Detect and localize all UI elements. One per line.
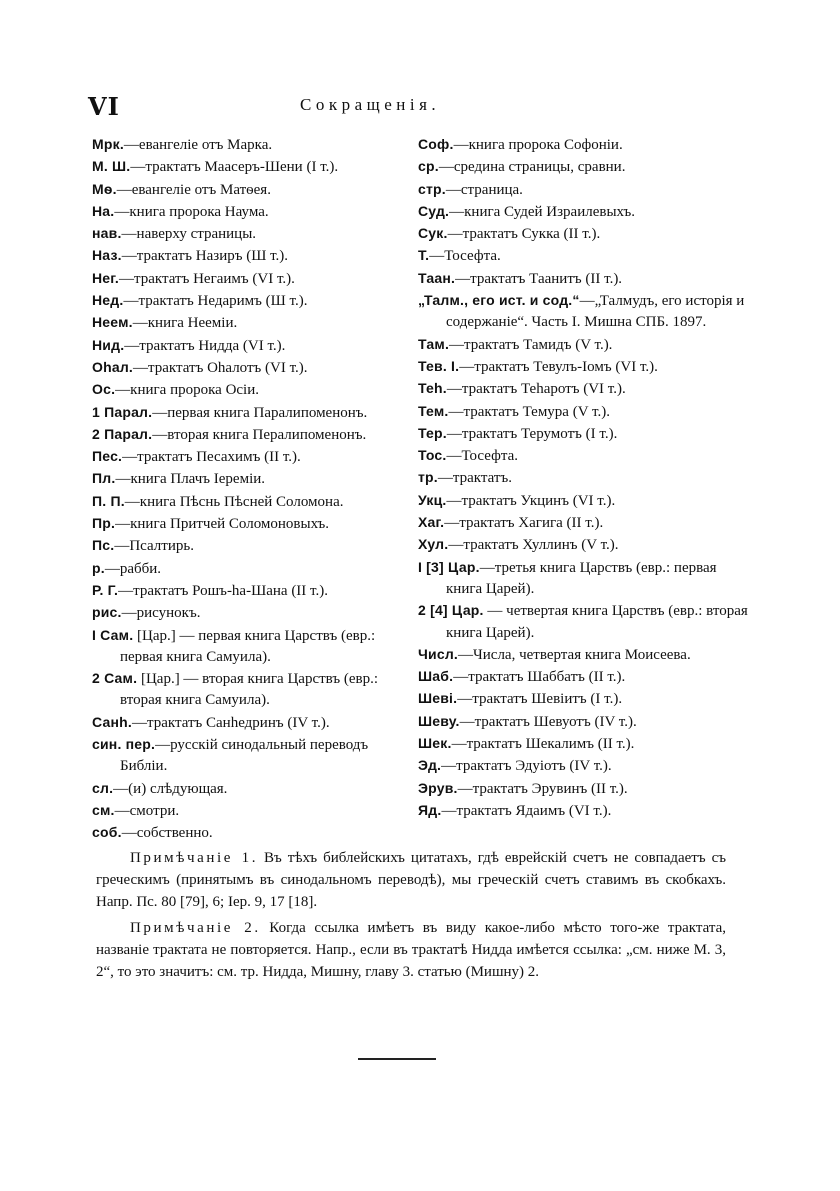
abbreviation-term: Хаг. xyxy=(418,514,445,531)
abbreviation-term: Тем. xyxy=(418,402,449,419)
abbreviation-entry xyxy=(418,179,748,201)
abbreviation-definition: —трактатъ Шевіитъ (I т.). xyxy=(457,691,623,708)
abbreviation-entry xyxy=(92,268,417,290)
abbreviation-entry xyxy=(418,201,748,223)
abbreviation-term: Там. xyxy=(418,335,450,352)
abbreviation-entry xyxy=(418,512,748,534)
abbreviation-definition: —Псалтирь. xyxy=(114,538,194,555)
abbreviation-term: Мрк. xyxy=(92,136,124,152)
abbreviation-term: Пл. xyxy=(92,470,116,487)
abbreviation-entry xyxy=(92,179,417,201)
abbreviation-entry xyxy=(418,356,748,378)
abbreviation-entry xyxy=(92,734,417,778)
abbreviation-term: Нед. xyxy=(92,292,124,309)
note-label: Примѣчаніе 1. xyxy=(130,850,259,866)
abbreviation-definition: —трактатъ Терумотъ (I т.). xyxy=(446,425,618,442)
abbreviation-entry xyxy=(418,401,748,423)
abbreviation-definition: —трактатъ Рошъ-һа-Шана (II т.). xyxy=(118,582,328,599)
note-text: Когда ссылка имѣетъ въ виду какое-либо мѣсто того-же трактата, названіе трактата не повторяется. Напр., если въ трактатѣ Нидда имѣется ссылка: „см. ниже М. 3, 2“, то это значитъ: см. тр. Нидда, Мишну, главу 3. статью (Мишну) 2. xyxy=(96,920,726,980)
page-number: VI xyxy=(88,92,120,121)
abbreviation-entry xyxy=(92,379,417,401)
abbreviation-term: стр. xyxy=(418,180,446,197)
abbreviation-term: Суд. xyxy=(418,202,450,219)
abbreviation-definition: —трактатъ Эдуіотъ (IV т.). xyxy=(441,758,612,775)
abbreviation-entry xyxy=(92,290,417,312)
abbreviation-definition: —трактатъ Эрувинъ (II т.). xyxy=(457,780,628,797)
abbreviation-definition: —трактатъ Темура (V т.). xyxy=(448,403,610,420)
abbreviation-term: Шеву. xyxy=(418,712,460,729)
abbreviation-term: Числ. xyxy=(418,645,459,662)
abbreviation-definition: —средина страницы, сравни. xyxy=(438,159,626,176)
abbreviation-entry xyxy=(418,688,748,710)
abbreviation-definition: —(и) слѣдующая. xyxy=(113,780,228,797)
abbreviation-definition: — четвертая книга Царствъ (евр.: вторая книга Царей). xyxy=(446,603,748,641)
end-rule xyxy=(358,1058,436,1060)
abbreviation-term: соб. xyxy=(92,824,122,841)
abbreviation-definition: —трактатъ Теһаротъ (VI т.). xyxy=(446,381,626,398)
abbreviation-entry xyxy=(418,423,748,445)
note-text: Въ тѣхъ библейскихъ цитатахъ, гдѣ еврейскій счетъ не совпадаетъ съ греческимъ (принятымъ въ синодальномъ переводѣ), мы греческій счетъ ставимъ въ скобкахъ. Напр. Пс. 80 [79], 6; Іер. 9, 17 [18]. xyxy=(96,850,726,910)
abbreviation-definition: —трактатъ Назиръ (Ш т.). xyxy=(121,248,289,265)
abbreviation-entry xyxy=(92,468,417,490)
abbreviation-term: I [3] Цар. xyxy=(418,558,480,575)
abbreviation-entry xyxy=(92,245,417,267)
abbreviation-term: Нид. xyxy=(92,336,125,353)
abbreviation-term: Мѳ. xyxy=(92,180,117,197)
abbreviation-entry xyxy=(418,800,748,822)
abbreviation-entry xyxy=(92,156,417,178)
abbreviation-term: Эд. xyxy=(418,757,442,774)
abbreviation-entry xyxy=(92,602,417,624)
abbreviation-definition: —трактатъ Укцинъ (VI т.). xyxy=(446,492,616,509)
abbreviation-entry xyxy=(418,378,748,400)
abbreviation-term: Наз. xyxy=(92,247,122,264)
abbreviation-term: 2 Сам. xyxy=(92,670,138,687)
abbreviation-definition: —наверху страницы. xyxy=(121,226,257,243)
abbreviation-term: Теһ. xyxy=(418,380,447,397)
abbreviation-term: Шек. xyxy=(418,735,452,752)
abbreviation-entry xyxy=(418,666,748,688)
abbreviation-definition: —трактатъ Негаимъ (VI т.). xyxy=(119,270,295,287)
abbreviation-definition: —Числа, четвертая книга Моисеева. xyxy=(458,646,691,663)
abbreviation-definition: —книга Плачъ Іереміи. xyxy=(115,471,266,488)
abbreviation-definition: —книга Судей Израилевыхъ. xyxy=(449,203,635,220)
abbreviation-definition: —трактатъ Тамидъ (V т.). xyxy=(449,336,613,353)
abbreviation-entry xyxy=(92,312,417,334)
abbreviation-definition: —трактатъ Ядаимъ (VI т.). xyxy=(441,802,612,819)
abbreviation-definition: —трактатъ Оһалотъ (VI т.). xyxy=(133,359,308,376)
abbreviation-entry xyxy=(418,755,748,777)
abbreviation-term: Таан. xyxy=(418,269,456,286)
abbreviation-term: Неем. xyxy=(92,314,133,331)
abbreviation-term: На. xyxy=(92,202,115,219)
abbreviation-entry xyxy=(92,580,417,602)
abbreviation-term: Нег. xyxy=(92,269,120,286)
abbreviation-entry xyxy=(92,712,417,734)
abbreviation-entry xyxy=(92,778,417,800)
abbreviation-term: сл. xyxy=(92,779,114,796)
abbreviation-term: Пр. xyxy=(92,515,116,532)
abbreviation-entry xyxy=(418,334,748,356)
abbreviation-entry xyxy=(92,625,417,669)
abbreviation-entry xyxy=(418,711,748,733)
abbreviation-definition: —книга Пѣснь Пѣсней Соломона. xyxy=(124,493,344,510)
abbreviation-entry xyxy=(418,600,748,644)
abbreviation-definition: —трактатъ Хагига (II т.). xyxy=(444,515,604,532)
abbreviation-entry xyxy=(418,245,748,267)
abbreviation-entry xyxy=(418,534,748,556)
abbreviation-term: „Талм., его ист. и сод.“ xyxy=(418,292,580,309)
abbreviation-entry xyxy=(418,490,748,512)
abbreviation-entry xyxy=(92,668,417,712)
abbreviation-term: П. П. xyxy=(92,492,125,509)
abbreviation-definition: —трактатъ. xyxy=(437,470,512,487)
abbreviation-definition: —вторая книга Пералипоменонъ. xyxy=(152,426,367,443)
abbreviation-entry xyxy=(418,445,748,467)
abbreviation-entry xyxy=(418,268,748,290)
abbreviation-term: Пс. xyxy=(92,537,115,554)
abbreviation-definition: —трактатъ Песахимъ (II т.). xyxy=(122,449,301,466)
notes-section xyxy=(96,847,726,987)
abbreviation-term: Т. xyxy=(418,247,430,264)
abbreviation-term: см. xyxy=(92,801,115,818)
abbreviation-term: Яд. xyxy=(418,801,442,818)
abbreviation-term: Эрув. xyxy=(418,779,458,796)
abbreviations-left-column xyxy=(92,134,417,845)
abbreviation-definition: —трактатъ Таанитъ (II т.). xyxy=(455,270,623,287)
abbreviation-definition: —смотри. xyxy=(114,802,180,819)
abbreviation-term: Тер. xyxy=(418,424,447,441)
abbreviation-entry xyxy=(418,467,748,489)
abbreviation-definition: —первая книга Паралипоменонъ. xyxy=(152,404,368,421)
abbreviation-definition: —трактатъ Недаримъ (Ш т.). xyxy=(123,293,308,310)
note-label: Примѣчаніе 2. xyxy=(130,920,261,936)
abbreviation-definition: —книга пророка Софоніи. xyxy=(453,137,623,153)
abbreviation-definition: —третья книга Царствъ (евр.: первая книга Царей). xyxy=(446,559,717,597)
abbreviation-entry xyxy=(418,134,748,156)
abbreviation-entry xyxy=(92,446,417,468)
note-1 xyxy=(96,847,726,913)
abbreviation-term: 2 Парал. xyxy=(92,425,153,442)
abbreviation-term: Оһал. xyxy=(92,358,134,375)
note-2 xyxy=(96,917,726,983)
abbreviation-definition: —книга пророка Осіи. xyxy=(115,382,260,399)
abbreviation-entry xyxy=(92,558,417,580)
abbreviation-term: р. xyxy=(92,559,105,576)
abbreviation-definition: —„Талмудъ, его исторія и содержаніе“. Часть I. Мишна СПБ. 1897. xyxy=(446,293,745,331)
abbreviation-definition: —трактатъ Санһедринъ (IV т.). xyxy=(131,714,330,731)
abbreviation-definition: [Цар.] — вторая книга Царствъ (евр.: вторая книга Самуила). xyxy=(120,671,379,709)
abbreviation-term: Шеві. xyxy=(418,690,458,707)
abbreviation-definition: —трактатъ Сукка (II т.). xyxy=(447,226,601,243)
abbreviation-term: Тос. xyxy=(418,447,447,464)
abbreviation-definition: —трактатъ Шевуотъ (IV т.). xyxy=(459,713,637,730)
abbreviation-definition: —книга Притчей Соломоновыхъ. xyxy=(115,516,330,533)
abbreviation-term: Пес. xyxy=(92,448,123,465)
abbreviation-entry xyxy=(418,223,748,245)
abbreviation-definition: —книга Неемiи. xyxy=(132,315,238,332)
abbreviation-entry xyxy=(418,733,748,755)
abbreviation-entry xyxy=(92,335,417,357)
abbreviation-definition: —Тосефта. xyxy=(446,448,518,465)
abbreviation-term: 2 [4] Цар. xyxy=(418,602,484,619)
abbreviation-term: М. Ш. xyxy=(92,158,131,175)
abbreviation-term: 1 Парал. xyxy=(92,403,153,420)
abbreviation-definition: [Цар.] — первая книга Царствъ (евр.: первая книга Самуила). xyxy=(120,627,376,665)
abbreviation-term: Укц. xyxy=(418,491,447,508)
abbreviation-entry xyxy=(92,822,417,844)
abbreviation-entry xyxy=(418,644,748,666)
abbreviation-entry xyxy=(92,535,417,557)
abbreviation-term: Хул. xyxy=(418,536,449,553)
abbreviation-entry xyxy=(92,513,417,535)
abbreviation-entry xyxy=(92,402,417,424)
abbreviation-entry xyxy=(92,223,417,245)
abbreviation-definition: —трактатъ Шекалимъ (II т.). xyxy=(451,736,635,753)
page-title: Сокращенія. xyxy=(300,95,441,114)
abbreviation-term: рис. xyxy=(92,604,122,621)
abbreviation-term: ср. xyxy=(418,158,439,175)
abbreviation-definition: —трактатъ Маасеръ-Шени (І т.). xyxy=(130,159,339,176)
abbreviation-entry xyxy=(92,134,417,156)
abbreviation-entry xyxy=(92,357,417,379)
abbreviation-term: син. пер. xyxy=(92,736,156,753)
abbreviation-definition: —книга пророка Наума. xyxy=(114,203,269,220)
abbreviation-definition: —евангеліе отъ Матѳея. xyxy=(116,181,271,198)
abbreviation-definition: —страница. xyxy=(445,181,523,198)
abbreviation-term: Соф. xyxy=(418,136,454,152)
abbreviation-term: I Сам. xyxy=(92,626,134,643)
abbreviation-definition: —рисунокъ. xyxy=(121,605,201,622)
abbreviation-entry xyxy=(418,557,748,601)
abbreviation-definition: —трактатъ Шаббатъ (II т.). xyxy=(453,669,626,686)
abbreviation-definition: —трактатъ Хуллинъ (V т.). xyxy=(448,537,619,554)
abbreviation-definition: —собственно. xyxy=(121,825,213,842)
abbreviation-entry xyxy=(92,424,417,446)
abbreviation-definition: —трактатъ Тевулъ-Іомъ (VI т.). xyxy=(459,358,658,375)
abbreviation-definition: —русскій синодальный переводъ Библіи. xyxy=(120,737,369,775)
abbreviation-term: Шаб. xyxy=(418,668,454,685)
abbreviation-definition: —трактатъ Нидда (VI т.). xyxy=(124,337,286,354)
abbreviation-term: Тев. I. xyxy=(418,357,460,374)
abbreviation-entry xyxy=(92,491,417,513)
abbreviations-right-column xyxy=(418,134,748,822)
abbreviation-term: Сук. xyxy=(418,225,448,242)
abbreviation-entry xyxy=(418,290,748,334)
abbreviation-term: Р. Г. xyxy=(92,581,119,598)
abbreviation-term: тр. xyxy=(418,469,438,486)
abbreviation-term: Санһ. xyxy=(92,713,132,730)
abbreviation-definition: —евангеліе отъ Марка. xyxy=(123,137,273,153)
abbreviation-definition: —рабби. xyxy=(104,560,162,577)
abbreviation-term: нав. xyxy=(92,225,122,242)
abbreviation-entry xyxy=(92,800,417,822)
abbreviation-term: Ос. xyxy=(92,381,116,398)
abbreviation-entry xyxy=(418,156,748,178)
abbreviation-entry xyxy=(92,201,417,223)
abbreviation-definition: —Тосефта. xyxy=(429,248,501,265)
abbreviation-entry xyxy=(418,778,748,800)
